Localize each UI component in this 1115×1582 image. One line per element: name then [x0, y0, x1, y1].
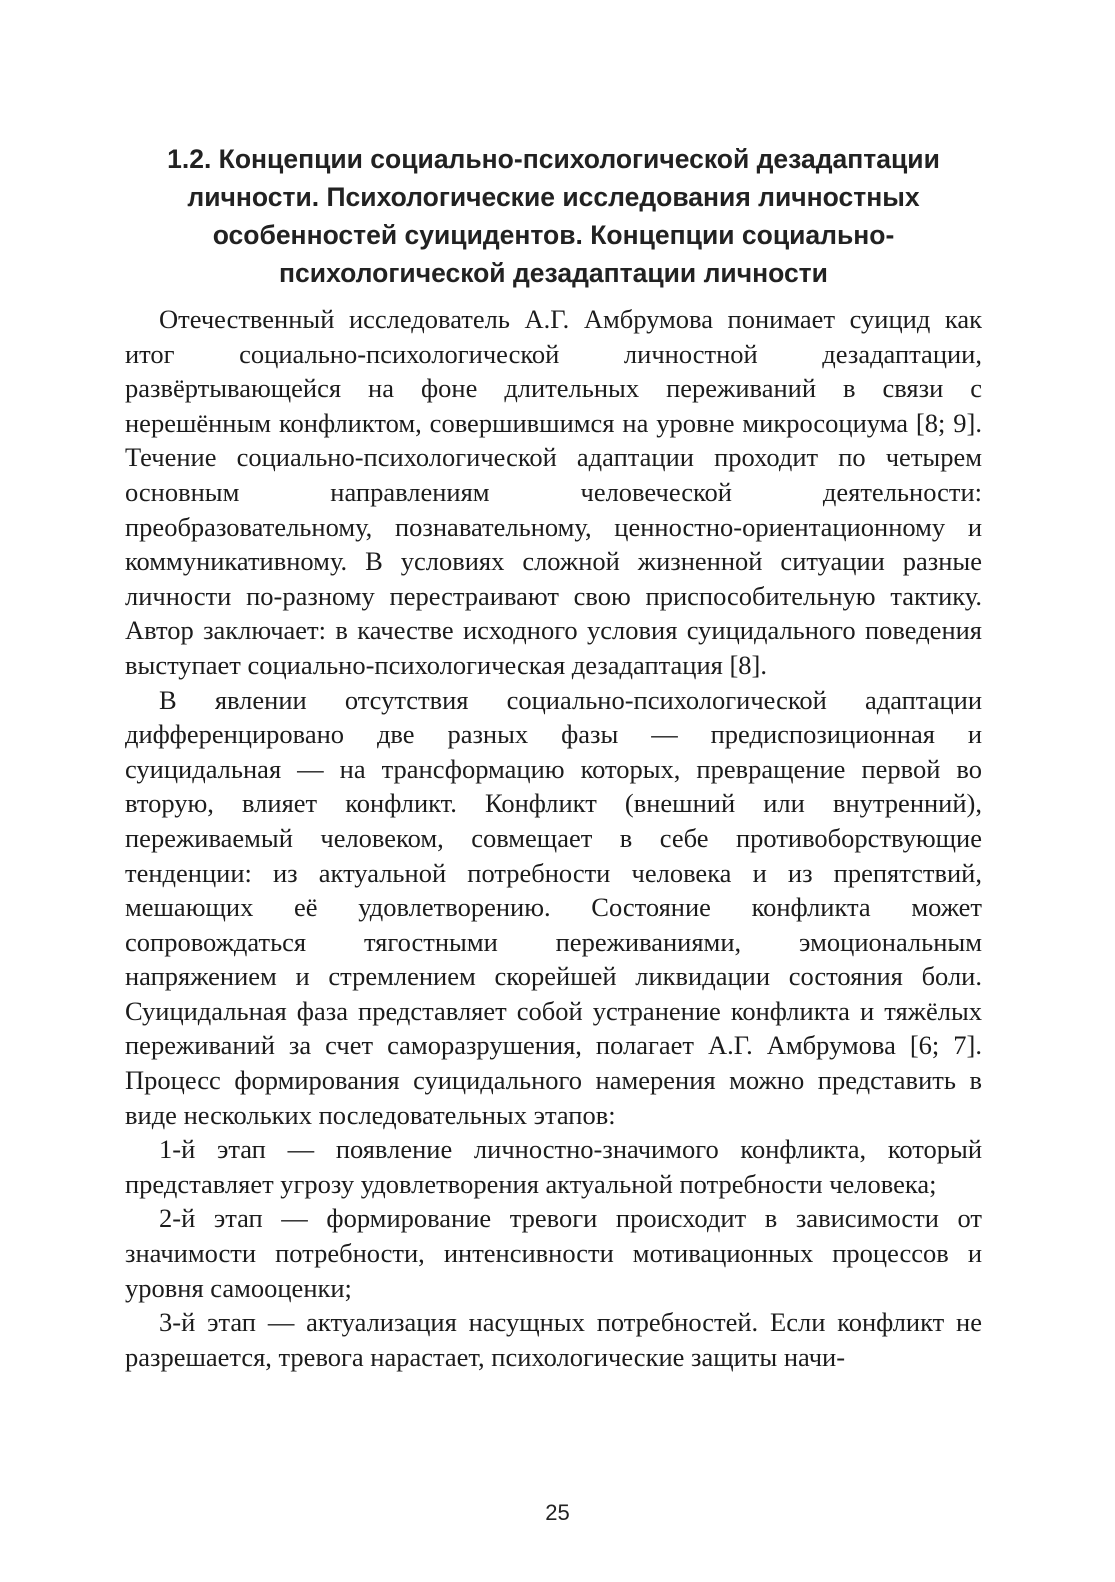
paragraph-phases: В явлении отсутствия социально-психологической адаптации дифференцировано две разных фазы — предиспозиционная и суицидальная — на трансформацию которых, превращение первой во вторую, влияет конфликт. Конфликт (внешний или внутренний), переживаемый человеком, совмещает в себе противоборствующие тенденции: из актуальной потребности человека и из препятствий, мешающих её удовлетворению. Состояние конфликта может сопровождаться тягостными переживаниями, эмоциональным напряжением и стремлением скорейшей ликвидации состояния боли. Суицидальная фаза представляет собой устранение конфликта и тяжёлых переживаний за счет саморазрушения, полагает А.Г. Амбрумова [6; 7]. Процесс формирования суицидального намерения можно представить в виде нескольких последовательных этапов:	[125, 684, 982, 1130]
heading-line-1: 1.2. Концепции социально-психологической дезадаптации	[167, 144, 940, 174]
paragraph-stage-3: 3-й этап — актуализация насущных потребностей. Если конфликт не разрешается, тревога нарастает, психологические защиты начи-	[125, 1307, 982, 1372]
heading-line-3: особенностей суицидентов. Концепции социально-	[212, 220, 895, 250]
heading-line-4: психологической дезадаптации личности	[279, 258, 828, 288]
page-content	[125, 140, 982, 1374]
paragraph-stage-1: 1-й этап — появление личностно-значимого конфликта, который представляет угрозу удовлетворения актуальной потребности человека;	[125, 1134, 982, 1199]
paragraph-stage-2: 2-й этап — формирование тревоги происходит в зависимости от значимости потребности, интенсивности мотивационных процессов и уровня самооценки;	[125, 1203, 982, 1303]
heading-line-2: личности. Психологические исследования личностных	[187, 182, 920, 212]
paragraph-intro: Отечественный исследователь А.Г. Амбрумова понимает суицид как итог социально-психологической личностной дезадаптации, развёртывающейся на фоне длительных переживаний в связи с нерешённым конфликтом, совершившимся на уровне микросоциума [8; 9]. Течение социально-психологической адаптации проходит по четырем основным направлениям человеческой деятельности: преобразовательному, познавательному, ценностно-ориентационному и коммуникативному. В условиях сложной жизненной ситуации разные личности по-разному перестраивают свою приспособительную тактику. Автор заключает: в качестве исходного условия суицидального поведения выступает социально-психологическая дезадаптация [8].	[125, 304, 982, 680]
section-heading	[125, 140, 982, 292]
page-number: 25	[545, 1500, 570, 1525]
body-text	[125, 302, 982, 1374]
